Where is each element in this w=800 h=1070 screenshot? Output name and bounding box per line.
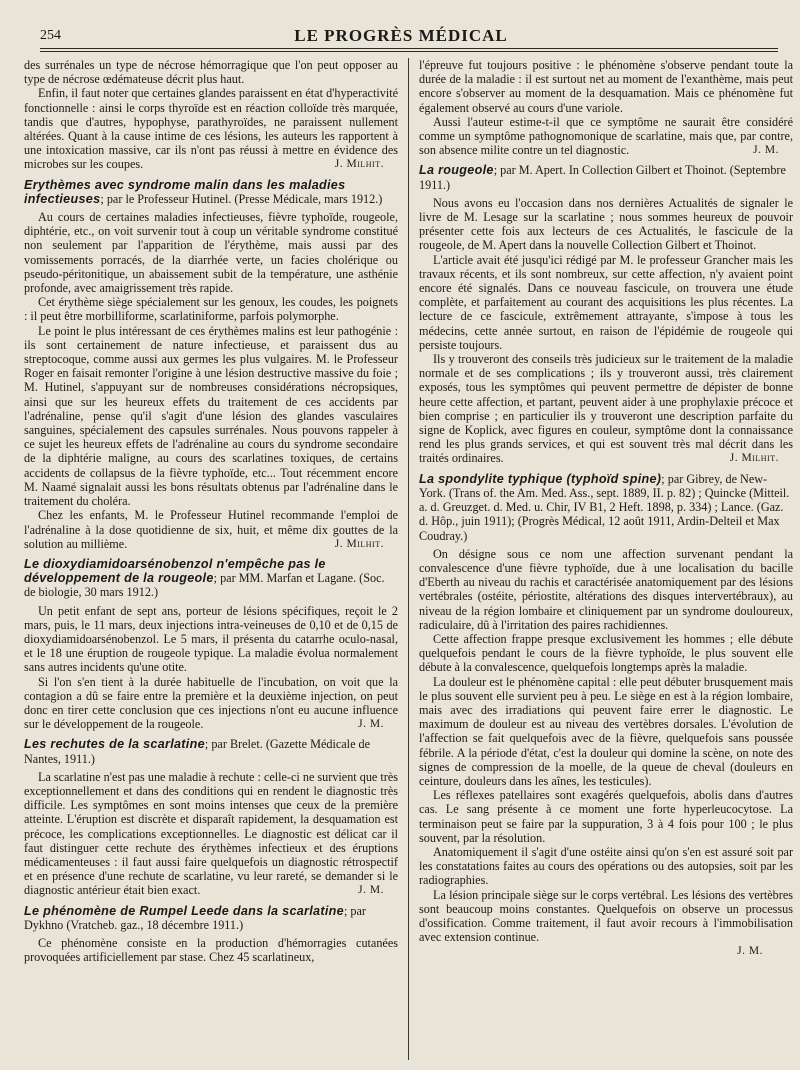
article-title xyxy=(24,557,398,600)
signature: J. Milhit. xyxy=(334,537,384,550)
article-source: ; par Brelet. (Gazette Médicale de Nantes, 1911.) xyxy=(24,737,371,766)
page-header xyxy=(24,22,778,48)
paragraph: La douleur est le phénomène capital : elle peut débuter brusquement mais le plus souvent elle survient peu à peu. Le siège en est à la région lombaire, mais avec des irradiations qui peuvent faire errer le diagnostic. Le maximum de douleur est au niveau des vertèbres dorsales. L'évolution de l'affection se fait quelquefois avec de la fièvre, quelquefois sans poussée fébrile. A la période d'état, c'est la douleur qui domine la scène, on note des signes de compression de la moelle, de la queue de cheval (douleurs en ceinture, douleurs dans les aînes, les testicules). xyxy=(419,674,793,788)
paragraph: Enfin, il faut noter que certaines glandes paraissent en état d'hyperactivité fonctionnelle : ainsi le corps thyroïde est en réaction colloïde très marquée, tandis que d'autres, hypophyse, parathyroïdes, ne paraissent nullement altérées. Quant à la cause intime de ces lésions, les auteurs les rapportent à une intoxication massive, car ils n'ont pas réussi à mettre en évidence des microbes sur les coupes. J. Milhit. xyxy=(24,86,398,172)
paragraph: Ils y trouveront des conseils très judicieux sur le traitement de la maladie normale et de ses complications ; ils y trouveront aussi, très clairement exposés, tous les symptômes qui peuvent permettre de dépister de bonne heure cette affection, et partant, peuvent aider à une prophylaxie précoce et bien comprise ; en particulier ils y trouveront une description parfaite du signe de Koplick, avec figures en couleur, symptôme dont la connaissance rend les plus grands services, et qui est souvent très mal décrit dans les traités ordinaires. J. Milhit. xyxy=(419,352,793,466)
article-title xyxy=(419,472,793,543)
signature: J. M. xyxy=(358,884,384,897)
column-divider xyxy=(408,58,409,1060)
article-heading: Le phénomène de Rumpel Leede dans la scarlatine xyxy=(24,903,344,918)
journal-title: LE PROGRÈS MÉDICAL xyxy=(294,26,508,45)
article-source: ; par M. Apert. In Collection Gilbert et Thoinot. (Septembre 1911.) xyxy=(419,163,786,192)
paragraph: Cet érythème siège spécialement sur les genoux, les coudes, les poignets : il peut être morbilliforme, scarlatiniforme, parfois polymorphe. xyxy=(24,295,398,324)
paragraph: Les réflexes patellaires sont exagérés quelquefois, abolis dans d'autres cas. Le sang présente à ce moment une forte hyperleucocytose. La terminaison peut se faire par la suppuration, 3 à 4 fois pour 100 ; le plus souvent, par la résolution. xyxy=(419,788,793,845)
paragraph: Aussi l'auteur estime-t-il que ce symptôme ne saurait être considéré comme un symptôme pathognomonique de scarlatine, mais que, par contre, son absence milite contre un tel diagnostic. J. M. xyxy=(419,114,793,158)
paragraph: Un petit enfant de sept ans, porteur de lésions spécifiques, reçoit le 2 mars, puis, le 11 mars, deux injections intra-veineuses de 0,10 et de 0,15 de dioxydiamidoarsénobenzol. Le 5 mars, il présenta du catarrhe oculo-nasal, et le 18 une éruption de rougeole typique. La maladie évolua normalement sans autres incidents qu'une otite. xyxy=(24,603,398,675)
paragraph: Au cours de certaines maladies infectieuses, fièvre typhoïde, rougeole, diphtérie, etc., on voit survenir tout à coup un véritable syndrome constitué non seulement par l'apparition de l'érythème, mais aussi par des vomissements porracés, de la diarrhée verte, un facies cholérique ou pseudo-péritonitique, un abaissement subit de la température, une asthénie profonde, avec amaigrissement très rapide. xyxy=(24,210,398,296)
article-heading: Erythèmes avec syndrome malin dans les maladies infectieuses xyxy=(24,177,346,206)
two-column-body xyxy=(24,58,794,1060)
page-number: 254 xyxy=(40,28,61,43)
article-heading: La rougeole xyxy=(419,163,494,178)
signature: J. M. xyxy=(358,718,384,731)
article-title xyxy=(24,904,398,932)
article-title xyxy=(419,163,793,191)
paragraph: La lésion principale siège sur le corps vertébral. Les lésions des vertèbres sont beaucoup moins constantes. Quelquefois on observe un processus d'ossification. Comme traitement, il faut avoir recours à l'immobilisation avec extension continue. xyxy=(419,887,793,945)
signature: J. Milhit. xyxy=(334,158,384,171)
article-source: ; par le Professeur Hutinel. (Presse Médicale, mars 1912.) xyxy=(100,191,383,206)
paragraph: l'épreuve fut toujours positive : le phénomène s'observe pendant toute la durée de la maladie : il est surtout net au moment de l'exanthème, mais peut encore s'observer au moment de la desquamation. Mais ce phénomène fut également observé au cours d'une variole. xyxy=(419,58,793,115)
paragraph: L'article avait été jusqu'ici rédigé par M. le professeur Grancher mais les travaux récents, et ils sont nombreux, sur cette affection, n'y avaient point encore été signalés. Dans ce nouveau fascicule, on trouvera une étude complète, et parfaitement au courant des acquisitions les plus récentes. La lecture de ce fascicule, extrêmement attrayante, s'impose à tous les médecins, cette année surtout, en raison de l'épidémie de rougeole qui persiste toujours. xyxy=(419,252,793,352)
paragraph: Chez les enfants, M. le Professeur Hutinel recommande l'emploi de l'adrénaline à la dose quotidienne de six, huit, et même dix gouttes de la solution au millième. J. Milhit. xyxy=(24,508,398,551)
paragraph: Le point le plus intéressant de ces érythèmes malins est leur pathogénie : ils sont certainement de nature infectieuse, et paraissent dus au streptocoque, comme aussi aux germes les plus vulgaires. M. le Professeur Roger en faisait remonter l'origine à une lésion destructive massive du foie ; M. Hutinel, s'appuyant sur de nombreuses considérations nécropsiques, ainsi que sur les heureux effets du traitement de ces accidents par l'adrénaline, pense qu'il s'agit d'une lésion des glandes vasculaires sanguines, spécialement des capsules surrénales. Nous pouvons rappeler à ce sujet les heureux effets de l'adrénaline au cours du syndrome secondaire de la diphtérie maligne, au cours des scarlatines toxiques, de certains accidents de collapsus de la fièvre typhoïde, etc... Tout récemment encore M. Naamé signalait aussi les bons résultats obtenus par l'adrénaline dans le traitement du choléra. xyxy=(24,323,398,509)
paragraph: des surrénales un type de nécrose hémorragique que l'on peut opposer au type de nécrose œdémateuse décrit plus haut. xyxy=(24,58,398,87)
article-heading: Le dioxydiamidoarsénobenzol n'empêche pas le développement de la rougeole xyxy=(24,556,326,586)
paragraph: Cette affection frappe presque exclusivement les hommes ; elle débute quelquefois pendant le cours de la fièvre typhoïde, le plus souvent elle débute à la convalescence, quelquefois longtemps après la maladie. xyxy=(419,631,793,675)
paragraph: La scarlatine n'est pas une maladie à rechute : celle-ci ne survient que très exceptionnellement et dans des conditions qui en rendent le diagnostic très difficile. Les symptômes en sont moins intenses que ceux de la première atteinte. L'éruption est discrète et disparaît rapidement, la desquamation est précoce, les complications exceptionnelles. Le diagnostic est délicat car il faut distinguer cette rechute des érythèmes infectieux et des éruptions médicamenteuses : il faut aussi faire quelquefois un diagnostic rétrospectif et en présence d'une rechute de scarlatine, vu leur rareté, se demander si le diagnostic antérieur était bien exact. J. M. xyxy=(24,769,398,898)
header-rule xyxy=(40,48,778,52)
signature: J. M. xyxy=(737,945,763,958)
paragraph: Nous avons eu l'occasion dans nos dernières Actualités de signaler le livre de M. Lesage sur la scarlatine ; nous sommes heureux de pouvoir présenter cette fois aux lecteurs de ces Actualités, le fascicule de la rougeole, de M. Apert dans la nouvelle Collection Gilbert et Thoinot. xyxy=(419,195,793,253)
article-heading: Les rechutes de la scarlatine xyxy=(24,737,205,752)
article-title xyxy=(24,737,398,765)
signature: J. M. xyxy=(753,144,779,157)
article-source: ; par Dykhno (Vratcheb. gaz., 18 décembre 1911.) xyxy=(24,903,366,932)
signature: J. Milhit. xyxy=(729,452,779,465)
paragraph: Si l'on s'en tient à la durée habituelle de l'incubation, on voit que la contagion a dû se faire entre la première et la deuxième injection, on peut donc en tirer cette conclusion que ces injections n'ont eu aucune influence sur le développement de la rougeole. J. M. xyxy=(24,674,398,732)
paragraph: On désigne sous ce nom une affection survenant pendant la convalescence d'une fièvre typhoïde, due à une localisation du bacille d'Eberth au niveau du rachis et caractérisée anatomiquement par des lésions vertébrales (ostéite, périostite, altérations des disques intervertébraux), au niveau de la région lombaire et cliniquement par un syndrome douloureux, radiculaire, dû à l'irritation des paires rachidiennes. xyxy=(419,546,793,632)
right-column xyxy=(415,58,793,1060)
article-source: ; par MM. Marfan et Lagane. (Soc. de biologie, 30 mars 1912.) xyxy=(24,571,385,600)
paragraph: Anatomiquement il s'agit d'une ostéite ainsi qu'on s'en est assuré soit par les constatations faites au cours des opérations ou des autopsies, soit par les radiographies. xyxy=(419,844,793,888)
article-title xyxy=(24,178,398,206)
article-source: ; par Gibrey, de New-York. (Trans of. the Am. Med. Ass., sept. 1889, II. p. 82) ; Quincke (Mitteil. a. d. Greuzget. d. Med. u. Chir, IV B1, 2 Heft. 1898, p. 334) ; Lance. (Gaz. d. Hôp., juin 1911); (Progrès Médical, 12 août 1911, Ardin-Delteil et Max Coudray.) xyxy=(419,471,790,543)
paragraph: Ce phénomène consiste en la production d'hémorragies cutanées provoquées artificiellement par stase. Chez 45 scarlatineux, xyxy=(24,935,398,965)
article-heading: La spondylite typhique (typhoïd spine) xyxy=(419,471,662,486)
left-column xyxy=(24,58,406,1060)
